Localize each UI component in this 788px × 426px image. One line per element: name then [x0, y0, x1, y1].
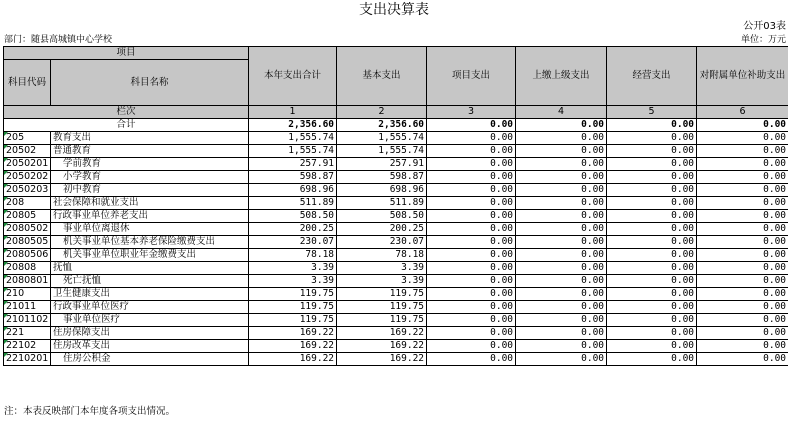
table-row — [4, 301, 788, 314]
header-total: 本年支出合计 — [249, 47, 337, 106]
amount-cell: 169.22 — [249, 327, 337, 340]
amount-cell: 698.96 — [337, 184, 427, 197]
column-index-cell: 4 — [516, 106, 607, 119]
amount-cell: 0.00 — [516, 262, 607, 275]
amount-cell: 0.00 — [607, 197, 697, 210]
amount-cell: 0.00 — [697, 249, 788, 262]
amount-cell: 119.75 — [337, 314, 427, 327]
amount-cell: 0.00 — [427, 262, 516, 275]
amount-cell: 0.00 — [427, 249, 516, 262]
header-upper: 上缴上级支出 — [516, 47, 607, 106]
amount-cell: 257.91 — [249, 158, 337, 171]
total-value: 0.00 — [516, 119, 607, 132]
subject-code: 20502 — [4, 145, 51, 158]
amount-cell: 169.22 — [337, 353, 427, 366]
amount-cell: 0.00 — [516, 223, 607, 236]
subject-code: 22102 — [4, 340, 51, 353]
amount-cell: 0.00 — [697, 327, 788, 340]
amount-cell: 0.00 — [516, 327, 607, 340]
amount-cell: 0.00 — [697, 210, 788, 223]
subject-code: 221 — [4, 327, 51, 340]
amount-cell: 0.00 — [607, 301, 697, 314]
amount-cell: 0.00 — [427, 223, 516, 236]
table-row — [4, 262, 788, 275]
total-value: 2,356.60 — [249, 119, 337, 132]
amount-cell: 0.00 — [516, 145, 607, 158]
amount-cell: 3.39 — [249, 262, 337, 275]
subject-name: 社会保障和就业支出 — [51, 197, 249, 210]
amount-cell: 0.00 — [427, 288, 516, 301]
amount-cell: 0.00 — [516, 158, 607, 171]
amount-cell: 0.00 — [607, 158, 697, 171]
table-row — [4, 340, 788, 353]
amount-cell: 0.00 — [427, 353, 516, 366]
total-value: 2,356.60 — [337, 119, 427, 132]
table-row — [4, 249, 788, 262]
amount-cell: 0.00 — [516, 171, 607, 184]
subject-name: 初中教育 — [51, 184, 249, 197]
amount-cell: 0.00 — [607, 262, 697, 275]
amount-cell: 0.00 — [516, 340, 607, 353]
amount-cell: 0.00 — [427, 158, 516, 171]
header-name: 科目名称 — [51, 60, 249, 106]
subject-name: 普通教育 — [51, 145, 249, 158]
amount-cell: 0.00 — [427, 210, 516, 223]
subject-code: 205 — [4, 132, 51, 145]
amount-cell: 0.00 — [607, 327, 697, 340]
subject-name: 住房保障支出 — [51, 327, 249, 340]
report-title: 支出决算表 — [359, 2, 429, 18]
amount-cell: 0.00 — [607, 353, 697, 366]
amount-cell: 1,555.74 — [337, 145, 427, 158]
total-row — [4, 119, 788, 132]
amount-cell: 0.00 — [516, 184, 607, 197]
amount-cell: 0.00 — [697, 314, 788, 327]
header-operating: 经营支出 — [607, 47, 697, 106]
amount-cell: 119.75 — [249, 301, 337, 314]
column-index-cell: 3 — [427, 106, 516, 119]
amount-cell: 0.00 — [697, 340, 788, 353]
amount-cell: 0.00 — [607, 184, 697, 197]
amount-cell: 0.00 — [516, 288, 607, 301]
amount-cell: 0.00 — [516, 301, 607, 314]
amount-cell: 169.22 — [249, 353, 337, 366]
subject-name: 行政事业单位养老支出 — [51, 210, 249, 223]
header-row-1 — [4, 47, 788, 60]
header-item: 项目 — [4, 47, 249, 60]
subject-code: 20805 — [4, 210, 51, 223]
subject-code: 210 — [4, 288, 51, 301]
amount-cell: 0.00 — [607, 210, 697, 223]
amount-cell: 0.00 — [427, 184, 516, 197]
amount-cell: 0.00 — [516, 249, 607, 262]
amount-cell: 0.00 — [607, 132, 697, 145]
column-index-row — [4, 106, 788, 119]
subject-code: 208 — [4, 197, 51, 210]
total-value: 0.00 — [697, 119, 788, 132]
amount-cell: 511.89 — [249, 197, 337, 210]
table-row — [4, 314, 788, 327]
subject-name: 机关事业单位基本养老保险缴费支出 — [51, 236, 249, 249]
amount-cell: 511.89 — [337, 197, 427, 210]
subject-name: 事业单位医疗 — [51, 314, 249, 327]
subject-name: 死亡抚恤 — [51, 275, 249, 288]
amount-cell: 0.00 — [697, 275, 788, 288]
amount-cell: 0.00 — [607, 249, 697, 262]
subject-name: 卫生健康支出 — [51, 288, 249, 301]
table-row — [4, 327, 788, 340]
table-row — [4, 132, 788, 145]
amount-cell: 0.00 — [697, 262, 788, 275]
amount-cell: 0.00 — [427, 197, 516, 210]
subject-name: 学前教育 — [51, 158, 249, 171]
amount-cell: 169.22 — [337, 340, 427, 353]
amount-cell: 0.00 — [607, 236, 697, 249]
amount-cell: 0.00 — [427, 301, 516, 314]
amount-cell: 119.75 — [337, 301, 427, 314]
amount-cell: 0.00 — [607, 314, 697, 327]
amount-cell: 508.50 — [249, 210, 337, 223]
subject-name: 教育支出 — [51, 132, 249, 145]
amount-cell: 0.00 — [697, 184, 788, 197]
subject-name: 抚恤 — [51, 262, 249, 275]
table-row — [4, 158, 788, 171]
column-index-cell: 5 — [607, 106, 697, 119]
table-row — [4, 275, 788, 288]
amount-cell: 1,555.74 — [249, 132, 337, 145]
amount-cell: 0.00 — [697, 301, 788, 314]
table-row — [4, 210, 788, 223]
header-project: 项目支出 — [427, 47, 516, 106]
form-code: 公开03表 — [743, 21, 786, 32]
column-index-label: 栏次 — [4, 106, 249, 119]
header-code: 科目代码 — [4, 60, 51, 106]
amount-cell: 598.87 — [337, 171, 427, 184]
amount-cell: 3.39 — [337, 262, 427, 275]
table-row — [4, 145, 788, 158]
expenditure-table — [3, 46, 788, 366]
amount-cell: 0.00 — [427, 327, 516, 340]
amount-cell: 0.00 — [697, 223, 788, 236]
subject-name: 事业单位离退休 — [51, 223, 249, 236]
header-basic: 基本支出 — [337, 47, 427, 106]
amount-cell: 0.00 — [516, 275, 607, 288]
amount-cell: 0.00 — [697, 236, 788, 249]
subject-name: 住房公积金 — [51, 353, 249, 366]
amount-cell: 0.00 — [697, 145, 788, 158]
amount-cell: 0.00 — [516, 314, 607, 327]
amount-cell: 1,555.74 — [249, 145, 337, 158]
subject-code: 21011 — [4, 301, 51, 314]
amount-cell: 0.00 — [516, 236, 607, 249]
amount-cell: 0.00 — [427, 171, 516, 184]
subject-code: 2080801 — [4, 275, 51, 288]
amount-cell: 0.00 — [697, 288, 788, 301]
subject-name: 行政事业单位医疗 — [51, 301, 249, 314]
amount-cell: 169.22 — [337, 327, 427, 340]
subject-code: 2101102 — [4, 314, 51, 327]
amount-cell: 0.00 — [607, 275, 697, 288]
department-label: 部门：随县高城镇中心学校 — [4, 35, 113, 45]
amount-cell: 119.75 — [337, 288, 427, 301]
subject-code: 2050203 — [4, 184, 51, 197]
amount-cell: 119.75 — [249, 314, 337, 327]
column-index-cell: 6 — [697, 106, 788, 119]
amount-cell: 0.00 — [607, 223, 697, 236]
subject-name: 住房改革支出 — [51, 340, 249, 353]
table-row — [4, 353, 788, 366]
amount-cell: 1,555.74 — [337, 132, 427, 145]
amount-cell: 0.00 — [697, 197, 788, 210]
amount-cell: 257.91 — [337, 158, 427, 171]
total-value: 0.00 — [607, 119, 697, 132]
amount-cell: 200.25 — [249, 223, 337, 236]
amount-cell: 0.00 — [516, 210, 607, 223]
amount-cell: 0.00 — [697, 132, 788, 145]
footnote: 注：本表反映部门本年度各项支出情况。 — [4, 406, 176, 417]
amount-cell: 119.75 — [249, 288, 337, 301]
amount-cell: 0.00 — [427, 275, 516, 288]
table-row — [4, 197, 788, 210]
amount-cell: 0.00 — [697, 158, 788, 171]
amount-cell: 0.00 — [607, 145, 697, 158]
amount-cell: 698.96 — [249, 184, 337, 197]
amount-cell: 0.00 — [697, 353, 788, 366]
amount-cell: 200.25 — [337, 223, 427, 236]
amount-cell: 78.18 — [337, 249, 427, 262]
table-row — [4, 184, 788, 197]
subject-code: 2050202 — [4, 171, 51, 184]
amount-cell: 3.39 — [249, 275, 337, 288]
table-row — [4, 171, 788, 184]
amount-cell: 78.18 — [249, 249, 337, 262]
amount-cell: 3.39 — [337, 275, 427, 288]
subject-code: 2080506 — [4, 249, 51, 262]
header-subsidy: 对附属单位补助支出 — [697, 47, 788, 106]
amount-cell: 169.22 — [249, 340, 337, 353]
amount-cell: 0.00 — [607, 340, 697, 353]
table-row — [4, 223, 788, 236]
amount-cell: 0.00 — [427, 314, 516, 327]
subject-name: 小学教育 — [51, 171, 249, 184]
amount-cell: 0.00 — [427, 132, 516, 145]
amount-cell: 0.00 — [516, 353, 607, 366]
subject-code: 2080505 — [4, 236, 51, 249]
amount-cell: 0.00 — [516, 132, 607, 145]
amount-cell: 0.00 — [427, 236, 516, 249]
amount-cell: 230.07 — [337, 236, 427, 249]
subject-code: 20808 — [4, 262, 51, 275]
amount-cell: 0.00 — [516, 197, 607, 210]
amount-cell: 0.00 — [607, 171, 697, 184]
unit-label: 单位：万元 — [740, 35, 786, 45]
total-label: 合计 — [4, 119, 249, 132]
subject-code: 2050201 — [4, 158, 51, 171]
amount-cell: 0.00 — [427, 340, 516, 353]
table-row — [4, 236, 788, 249]
subject-code: 2210201 — [4, 353, 51, 366]
amount-cell: 0.00 — [607, 288, 697, 301]
amount-cell: 0.00 — [697, 171, 788, 184]
subject-code: 2080502 — [4, 223, 51, 236]
amount-cell: 0.00 — [427, 145, 516, 158]
total-value: 0.00 — [427, 119, 516, 132]
table-row — [4, 288, 788, 301]
column-index-cell: 1 — [249, 106, 337, 119]
amount-cell: 598.87 — [249, 171, 337, 184]
subject-name: 机关事业单位职业年金缴费支出 — [51, 249, 249, 262]
amount-cell: 230.07 — [249, 236, 337, 249]
amount-cell: 508.50 — [337, 210, 427, 223]
column-index-cell: 2 — [337, 106, 427, 119]
